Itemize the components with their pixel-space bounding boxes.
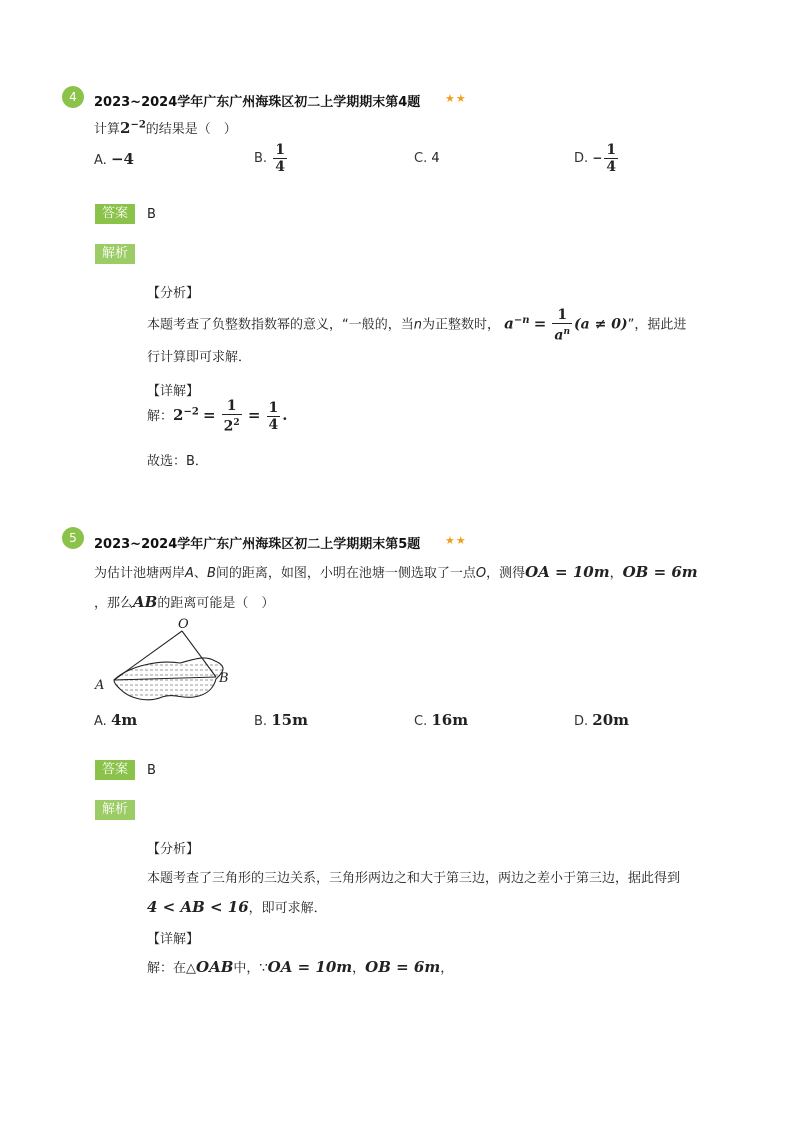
analysis-text-line2: 行计算即可求解．	[147, 350, 252, 365]
label-o: O	[178, 617, 189, 632]
answer-tag: 答案	[95, 760, 135, 780]
detail-heading: 【详解】	[147, 384, 200, 399]
label-b: B	[219, 671, 229, 686]
difficulty-stars: ★★	[445, 92, 467, 105]
pond-figure	[90, 615, 250, 715]
conclusion: 故选：B．	[147, 454, 208, 469]
option-d[interactable]: D. 20m	[574, 711, 630, 729]
difficulty-stars: ★★	[445, 534, 467, 547]
analysis-heading: 【分析】	[147, 286, 200, 301]
option-a[interactable]: A. −4	[94, 150, 134, 168]
question-stem-line2: ，那么AB的距离可能是（ ）	[94, 593, 275, 611]
option-a[interactable]: A. 4m	[94, 711, 138, 729]
solution-line: 解：$2^{-2}$ = $\frac{1}{2^2}$ = $\frac{1}{4}$ .	[147, 398, 288, 435]
analysis-tag: 解析	[95, 244, 135, 264]
option-b[interactable]: B. $\frac{1}{4}$	[254, 142, 285, 175]
answer-value: B	[147, 207, 156, 222]
analysis-text: 本题考查了三角形的三边关系，三角形两边之和大于第三边，两边之差小于第三边，据此得到	[147, 871, 681, 886]
analysis-text: 本题考查了负整数指数幂的意义，“一般的，当n为正整数时， $a^{-n}$ = $\frac{1}{a^n}$ (a ≠ 0)”，据此进	[147, 306, 687, 344]
analysis-heading: 【分析】	[147, 842, 200, 857]
analysis-tag: 解析	[95, 800, 135, 820]
segment-oa	[114, 631, 182, 680]
question-stem: 计算$2^{-2}$的结果是（ ）	[94, 119, 237, 137]
answer-tag: 答案	[95, 204, 135, 224]
option-c[interactable]: C. 16m	[414, 711, 469, 729]
question-title: 2023~2024学年广东广州海珠区初二上学期期末第5题	[94, 537, 421, 552]
solution-line: 解：在△OAB中，∵OA = 10m，OB = 6m，	[147, 958, 454, 976]
question-title: 2023~2024学年广东广州海珠区初二上学期期末第4题	[94, 95, 421, 110]
option-d[interactable]: D. − $\frac{1}{4}$	[574, 142, 617, 175]
answer-value: B	[147, 763, 156, 778]
option-c[interactable]: C. 4	[414, 151, 440, 166]
option-b[interactable]: B. 15m	[254, 711, 308, 729]
label-a: A	[95, 678, 105, 693]
analysis-text-line2: 4 < AB < 16，即可求解．	[147, 898, 327, 916]
question-stem: 为估计池塘两岸A、B间的距离，如图，小明在池塘一侧选取了一点O，测得OA = 10m，OB = 6m	[94, 563, 698, 581]
question-number-badge: 4	[62, 86, 84, 108]
segment-ab	[114, 677, 216, 680]
detail-heading: 【详解】	[147, 932, 200, 947]
question-number-badge: 5	[62, 527, 84, 549]
